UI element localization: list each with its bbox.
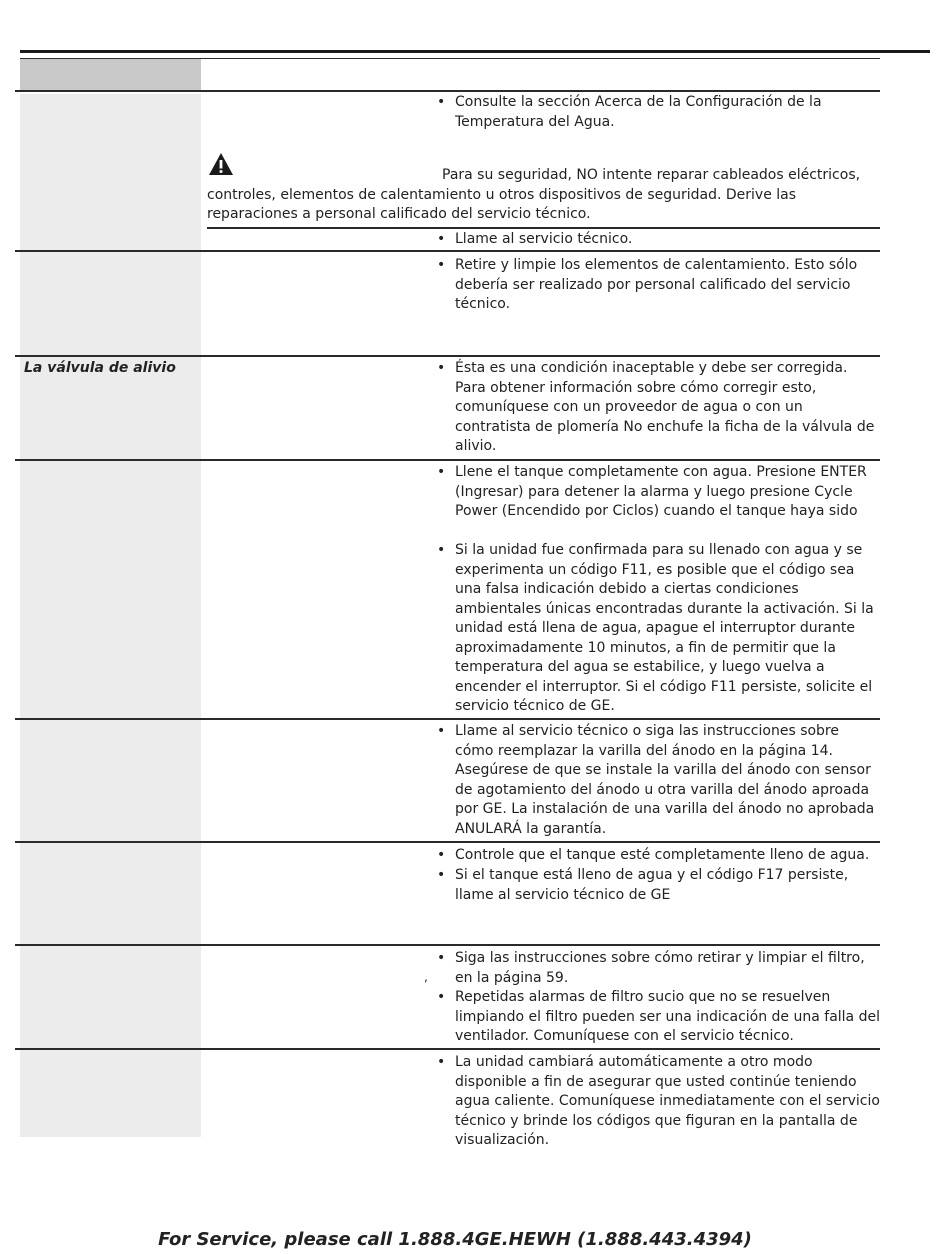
list-item: • La unidad cambiará automáticamente a otro modo disponible a fin de asegurar que usted continúe teniendo agua caliente. Comuníquese inmediatamente con el servicio técnico y brinde los códigos que figuran en la pantalla de visualización. [437, 1054, 880, 1148]
row-divider-2 [15, 250, 880, 252]
bullet: • [437, 464, 446, 480]
bullet: • [437, 542, 446, 558]
list-item: • Si el tanque está lleno de agua y el código F17 persiste, llame al servicio técnico de GE [437, 867, 849, 903]
header-cell-gray [20, 59, 201, 90]
row-divider-1 [15, 90, 880, 92]
list-item: • Ésta es una condición inaceptable y debe ser corregida. Para obtener información sobre cómo corregir esto, comuníquese con un proveedor de agua o con un contratista de plomería No enchufe la ficha de la válvula de alivio. [437, 360, 875, 454]
row-divider-warning [207, 227, 880, 229]
bullet: • [437, 847, 446, 863]
list-item: • Si la unidad fue confirmada para su llenado con agua y se experimenta un código F11, es posible que el código sea una falsa indicación debido a ciertas condiciones ambientales únicas encontradas durante la activación. Si la unidad está llena de agua, apague el interruptor durante aproximadamente 10 minutos, a fin de permitir que la temperatura del agua se estabilice, y luego vuelva a encender el interruptor. Si el código F11 persiste, solicite el servicio técnico de GE. [437, 542, 874, 714]
list-item: • Consulte la sección Acerca de la Configuración de la Temperatura del Agua. [437, 94, 822, 130]
bullet: • [437, 257, 446, 273]
bullet: • [437, 723, 446, 739]
list-item: • Controle que el tanque esté completamente lleno de agua. [437, 846, 881, 866]
row-divider-7 [15, 944, 880, 946]
list-item: • Llame al servicio técnico o siga las instrucciones sobre cómo reemplazar la varilla del ánodo en la página 14. Asegúrese de que se instale la varilla del ánodo con sensor de agotamiento del ánodo u otra varilla del ánodo aproada por GE. La instalación de una varilla del ánodo no aprobada ANULARÁ la garantía. [437, 723, 875, 837]
bullet: • [437, 1054, 446, 1070]
header-top-rule [20, 58, 880, 59]
bullet: • [437, 989, 446, 1005]
list-item: • Llene el tanque completamente con agua. Presione ENTER (Ingresar) para detener la alarma y luego presione Cycle Power (Encendido por Ciclos) cuando el tanque haya sido [437, 464, 867, 519]
row-divider-8 [15, 1048, 880, 1050]
list-item: • Retire y limpie los elementos de calentamiento. Esto sólo debería ser realizado por personal calificado del servicio técnico. [437, 257, 858, 312]
bullet: • [437, 360, 446, 376]
safety-warning-text: Para su seguridad, NO intente reparar cableados eléctricos, controles, elementos de calentamiento u otros dispositivos de seguridad. Derive las reparaciones a personal calificado del servicio técnico. [207, 167, 861, 222]
stray-mark: , [424, 970, 428, 984]
list-item: • Llame al servicio técnico. [437, 230, 881, 250]
service-footer: For Service, please call 1.888.4GE.HEWH (1.888.443.4394) [158, 1229, 752, 1250]
bullet: • [437, 950, 446, 966]
bullet: • [437, 94, 446, 110]
top-rule [20, 50, 930, 53]
row-divider-5 [15, 718, 880, 720]
list-item: • Siga las instrucciones sobre cómo retirar y limpiar el filtro, en la página 59. [437, 950, 865, 986]
bullet: • [437, 231, 446, 247]
bullet: • [437, 867, 446, 883]
list-item: • Repetidas alarmas de filtro sucio que no se resuelven limpiando el filtro pueden ser una indicación de una falla del ventilador. Comuníquese con el servicio técnico. [437, 989, 880, 1044]
cause-label: La válvula de alivio [24, 360, 176, 376]
row-divider-3 [15, 355, 880, 357]
row-divider-6 [15, 841, 880, 843]
row-divider-4 [15, 459, 880, 461]
